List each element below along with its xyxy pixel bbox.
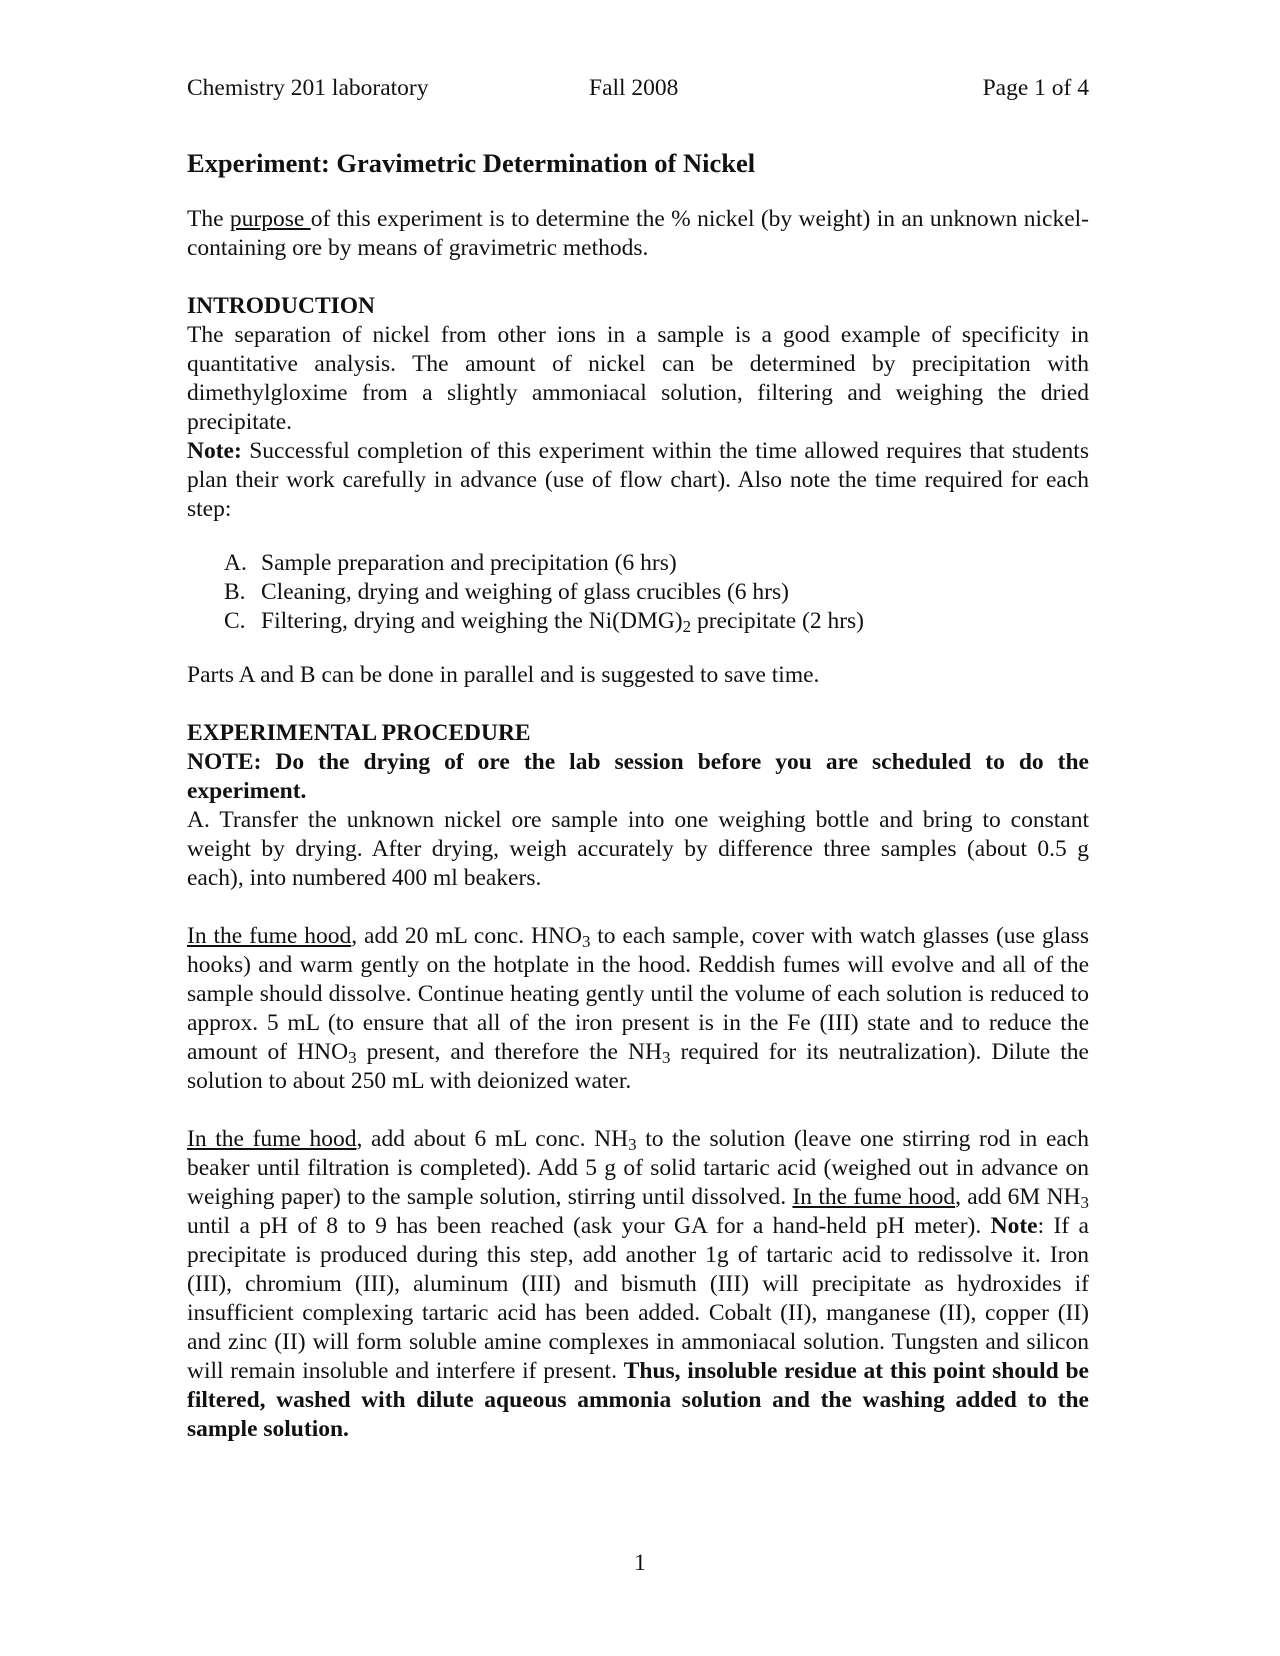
introduction-paragraph: The separation of nickel from other ions in a sample is a good example of specificity in quantitative analysis. The amount of nickel can be determined by precipitation with dimethylgloxime from a slightly ammoniacal solution, filtering and weighing the dried precipitate. xyxy=(187,322,1089,435)
term-label: Fall 2008 xyxy=(589,75,679,101)
procedure-step-a: A. Transfer the unknown nickel ore sample into one weighing bottle and bring to constant weight by drying. After drying, weigh accurately by difference three samples (about 0.5 g each), into numbered 400 ml beakers. xyxy=(187,807,1089,891)
page-count-label: Page 1 of 4 xyxy=(982,75,1089,101)
purpose-term: purpose xyxy=(229,206,311,232)
page-header xyxy=(187,74,1089,106)
introduction-heading: INTRODUCTION xyxy=(187,293,376,319)
procedure-note: NOTE: Do the drying of ore the lab session before you are scheduled to do the experiment. xyxy=(187,749,1089,804)
purpose-paragraph: The purpose of this experiment is to determine the % nickel (by weight) in an unknown nickel-containing ore by means of gravimetric methods. xyxy=(187,206,1089,261)
note-label: Note: xyxy=(187,438,242,464)
document-page xyxy=(187,74,1089,1444)
procedure-heading: EXPERIMENTAL PROCEDURE xyxy=(187,720,531,746)
parallel-note: Parts A and B can be done in parallel and is suggested to save time. xyxy=(187,662,820,688)
list-item: C. Filtering, drying and weighing the $Ni(DMG)_2$ precipitate (2 hrs) xyxy=(224,608,865,637)
list-item: B. Cleaning, drying and weighing of glass crucibles (6 hrs) xyxy=(224,579,789,605)
page-number: 1 xyxy=(634,1550,646,1576)
step-list xyxy=(187,549,1089,636)
course-label: Chemistry 201 laboratory xyxy=(187,75,429,101)
fume-hood-paragraph-2: In the fume hood, add about 6 mL conc. $NH_3$ to the solution (leave one stirring rod in each beaker until filtration is completed). Add 5 g of solid tartaric acid (weighed out in advance on weighing paper) to the sample solution, stirring until dissolved. In the fume hood, add 6M $NH_3$ until a pH of 8 to 9 has been reached (ask your GA for a hand-held pH meter). Note: If a precipitate is produced during this step, add another 1g of tartaric acid to redissolve it. Iron (III), chromium (III), aluminum (III) and bismuth (III) will precipitate as hydroxides if insufficient complexing tartaric acid has been added. Cobalt (II), manganese (II), copper (II) and zinc (II) will form soluble amine complexes in ammoniacal solution. Tungsten and silicon will remain insoluble and interfere if present. Thus, insoluble residue at this point should be filtered, washed with dilute aqueous ammonia solution and the washing added to the sample solution. xyxy=(187,1126,1089,1442)
fume-hood-paragraph-1: In the fume hood, add 20 mL conc. $HNO_3$ to each sample, cover with watch glasses (use glass hooks) and warm gently on the hotplate in the hood. Reddish fumes will evolve and all of the sample should dissolve. Continue heating gently until the volume of each solution is reduced to approx. 5 mL (to ensure that all of the iron present is in the Fe (III) state and to reduce the amount of $HNO_3$ present, and therefore the $NH_3$ required for its neutralization). Dilute the solution to about 250 mL with deionized water. xyxy=(187,923,1089,1094)
document-title: Experiment: Gravimetric Determination of Nickel xyxy=(187,148,756,178)
introduction-note: Note: Successful completion of this experiment within the time allowed requires that students plan their work carefully in advance (use of flow chart). Also note the time required for each step: xyxy=(187,438,1089,522)
list-item: A. Sample preparation and precipitation (6 hrs) xyxy=(224,550,677,576)
